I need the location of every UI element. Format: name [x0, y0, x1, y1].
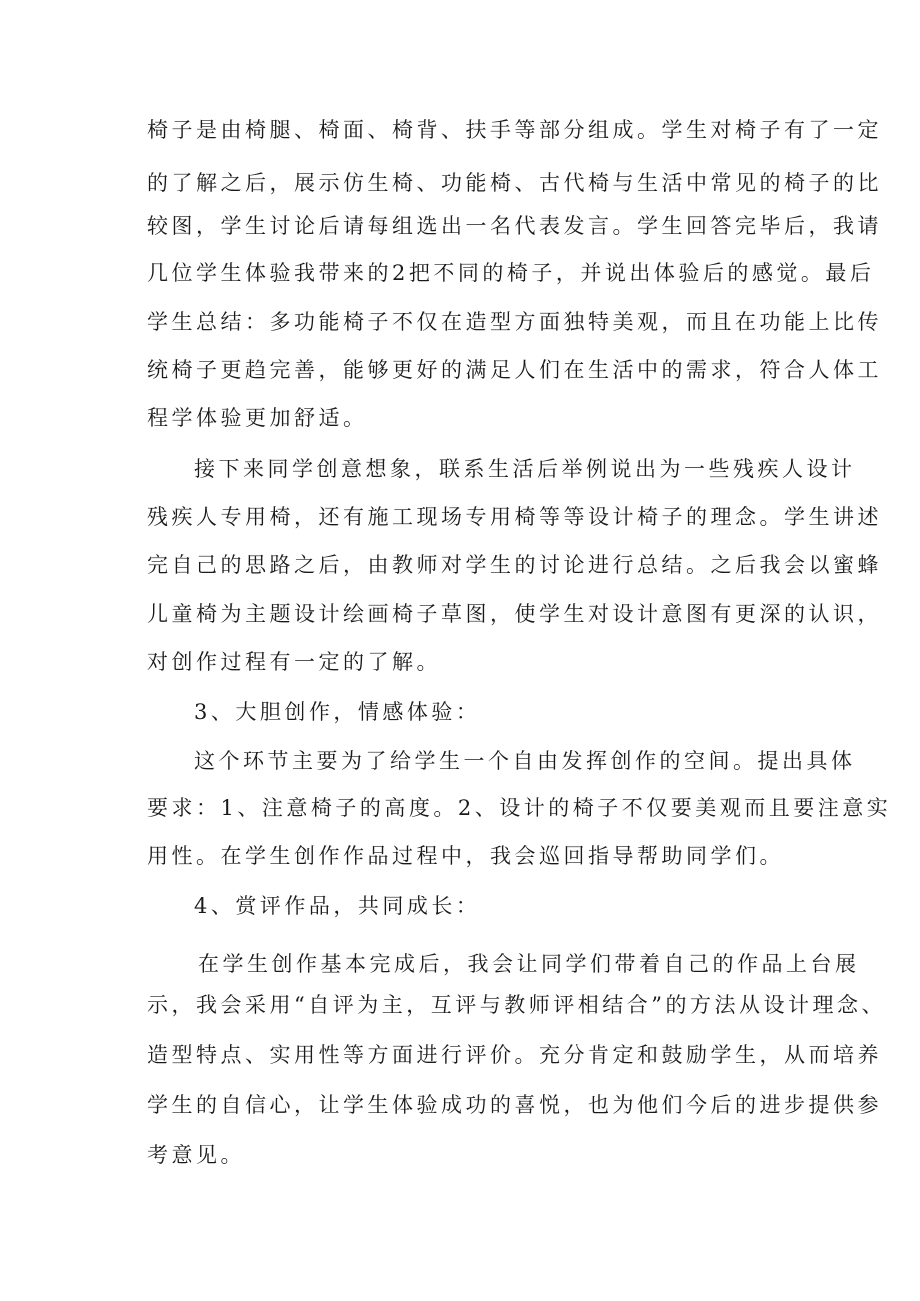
text-line: 学生的自信心，让学生体验成功的喜悦，也为他们今后的进步提供参: [147, 1093, 882, 1117]
text-line: 对创作过程有一定的了解。: [147, 650, 441, 674]
text-line: 几位学生体验我带来的2把不同的椅子，并说出体验后的感觉。最后: [147, 261, 875, 285]
text-line: 完自己的思路之后，由教师对学生的讨论进行总结。之后我会以蜜蜂: [147, 553, 882, 577]
text-line: 要求：1、注意椅子的高度。2、设计的椅子不仅要美观而且要注意实: [147, 796, 892, 820]
text-line: 示，我会采用“自评为主，互评与教师评相结合”的方法从设计理念、: [147, 993, 886, 1017]
text-line: 这个环节主要为了给学生一个自由发挥创作的空间。提出具体: [194, 749, 856, 773]
text-line: 程学体验更加舒适。: [147, 406, 368, 430]
text-line: 造型特点、实用性等方面进行评价。充分肯定和鼓励学生，从而培养: [147, 1043, 882, 1067]
text-line: 椅子是由椅腿、椅面、椅背、扶手等部分组成。学生对椅子有了一定: [147, 118, 882, 142]
text-line: 较图，学生讨论后请每组选出一名代表发言。学生回答完毕后，我请: [147, 214, 882, 238]
text-line: 接下来同学创意想象，联系生活后举例说出为一些残疾人设计: [194, 457, 856, 481]
text-line: 用性。在学生创作作品过程中，我会巡回指导帮助同学们。: [147, 844, 784, 868]
text-line: 考意见。: [147, 1143, 245, 1167]
section-heading-3: 3、大胆创作，情感体验：: [194, 700, 481, 724]
section-heading-4: 4、赏评作品，共同成长：: [194, 894, 481, 918]
text-line: 在学生创作基本完成后，我会让同学们带着自己的作品上台展: [198, 952, 860, 976]
text-line: 统椅子更趋完善，能够更好的满足人们在生活中的需求，符合人体工: [147, 358, 882, 382]
text-line: 儿童椅为主题设计绘画椅子草图，使学生对设计意图有更深的认识，: [147, 602, 882, 626]
text-line: 学生总结：多功能椅子不仅在造型方面独特美观，而且在功能上比传: [147, 310, 882, 334]
text-line: 残疾人专用椅，还有施工现场专用椅等等设计椅子的理念。学生讲述: [147, 505, 882, 529]
text-line: 的了解之后，展示仿生椅、功能椅、古代椅与生活中常见的椅子的比: [147, 171, 882, 195]
